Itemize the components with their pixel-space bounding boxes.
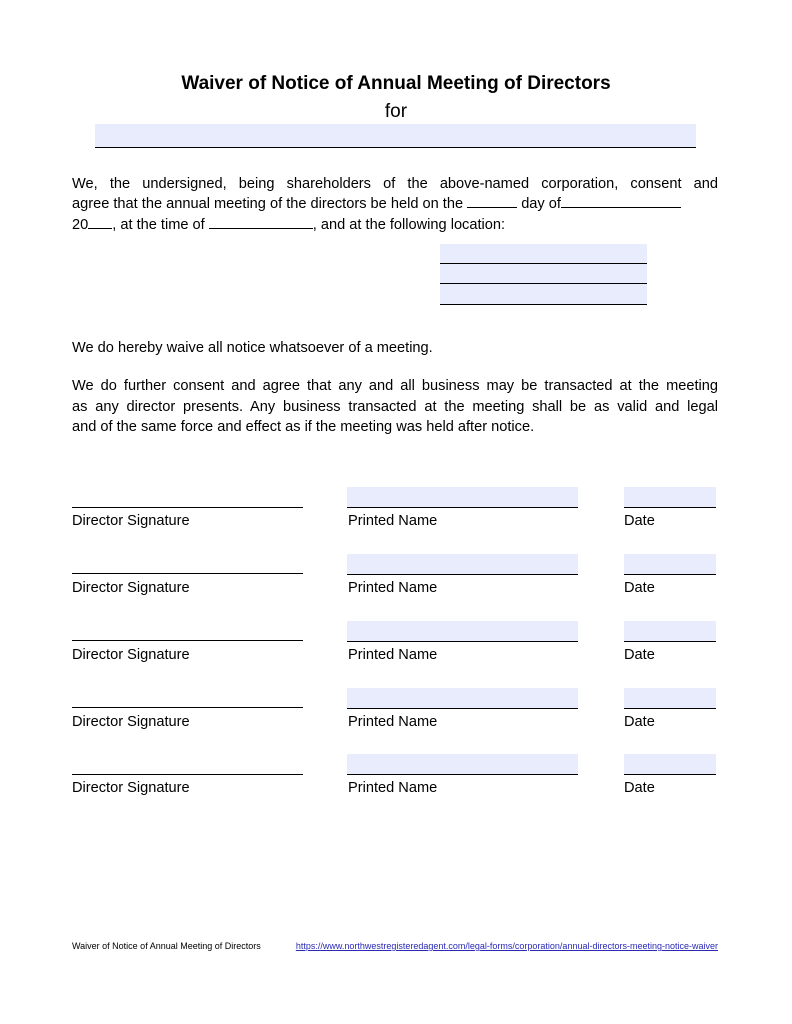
printed-name-field[interactable] <box>347 688 578 709</box>
director-signature-label: Director Signature <box>72 714 190 730</box>
date-field[interactable] <box>624 621 716 642</box>
location-line-3-field[interactable] <box>440 284 647 305</box>
consent-line-2b: day of <box>521 196 561 212</box>
date-label: Date <box>624 580 655 596</box>
director-signature-line[interactable] <box>72 573 303 574</box>
location-line-2-field[interactable] <box>440 264 647 284</box>
date-label: Date <box>624 647 655 663</box>
consent-paragraph-line-3 <box>72 215 718 236</box>
meeting-month-field[interactable] <box>561 195 681 208</box>
location-line-1-field[interactable] <box>440 244 647 264</box>
printed-name-label: Printed Name <box>348 780 438 796</box>
corporation-name-field[interactable] <box>95 124 696 148</box>
printed-name-field[interactable] <box>347 754 578 775</box>
further-line-2: as any director presents. Any business transacted at the meeting shall be as valid and legal <box>72 398 718 415</box>
printed-name-label: Printed Name <box>348 647 438 663</box>
document-title: Waiver of Notice of Annual Meeting of Directors <box>181 73 611 94</box>
director-signature-label: Director Signature <box>72 513 190 529</box>
footer-title: Waiver of Notice of Annual Meeting of Directors <box>72 941 261 951</box>
date-label: Date <box>624 714 655 730</box>
consent-paragraph <box>72 174 718 195</box>
printed-name-label: Printed Name <box>348 714 438 730</box>
director-signature-line[interactable] <box>72 707 303 708</box>
date-field[interactable] <box>624 487 716 508</box>
further-line-1: We do further consent and agree that any and all business may be transacted at the meeting <box>72 378 718 394</box>
further-line-3: and of the same force and effect as if the meeting was held after notice. <box>72 419 535 435</box>
director-signature-label: Director Signature <box>72 580 190 596</box>
document-subtitle: for <box>384 101 408 122</box>
director-signature-label: Director Signature <box>72 647 190 663</box>
printed-name-label: Printed Name <box>348 580 438 596</box>
date-label: Date <box>624 513 655 529</box>
consent-paragraph-line-2 <box>72 194 718 215</box>
director-signature-line[interactable] <box>72 774 303 775</box>
date-field[interactable] <box>624 754 716 775</box>
meeting-time-field[interactable] <box>209 216 313 229</box>
consent-line-3c: , and at the following location: <box>312 217 506 233</box>
date-field[interactable] <box>624 688 716 709</box>
further-consent-paragraph <box>72 376 718 417</box>
meeting-year-field[interactable] <box>88 216 112 229</box>
meeting-day-field[interactable] <box>467 195 517 208</box>
date-field[interactable] <box>624 554 716 575</box>
consent-line-1: We, the undersigned, being shareholders of the above-named corporation, consent and <box>72 176 718 192</box>
printed-name-field[interactable] <box>347 487 578 508</box>
printed-name-field[interactable] <box>347 621 578 642</box>
director-signature-line[interactable] <box>72 640 303 641</box>
consent-line-3b: , at the time of <box>112 217 205 233</box>
date-label: Date <box>624 780 655 796</box>
director-signature-label: Director Signature <box>72 780 190 796</box>
director-signature-line[interactable] <box>72 507 303 508</box>
footer-link[interactable]: https://www.northwestregisteredagent.com/legal-forms/corporation/annual-directors-meeting-notice-waiver <box>295 941 718 951</box>
waive-paragraph: We do hereby waive all notice whatsoever of a meeting. <box>72 340 433 356</box>
printed-name-field[interactable] <box>347 554 578 575</box>
consent-line-3a: 20 <box>72 217 89 233</box>
consent-line-2a: agree that the annual meeting of the directors be held on the <box>72 196 464 212</box>
printed-name-label: Printed Name <box>348 513 438 529</box>
